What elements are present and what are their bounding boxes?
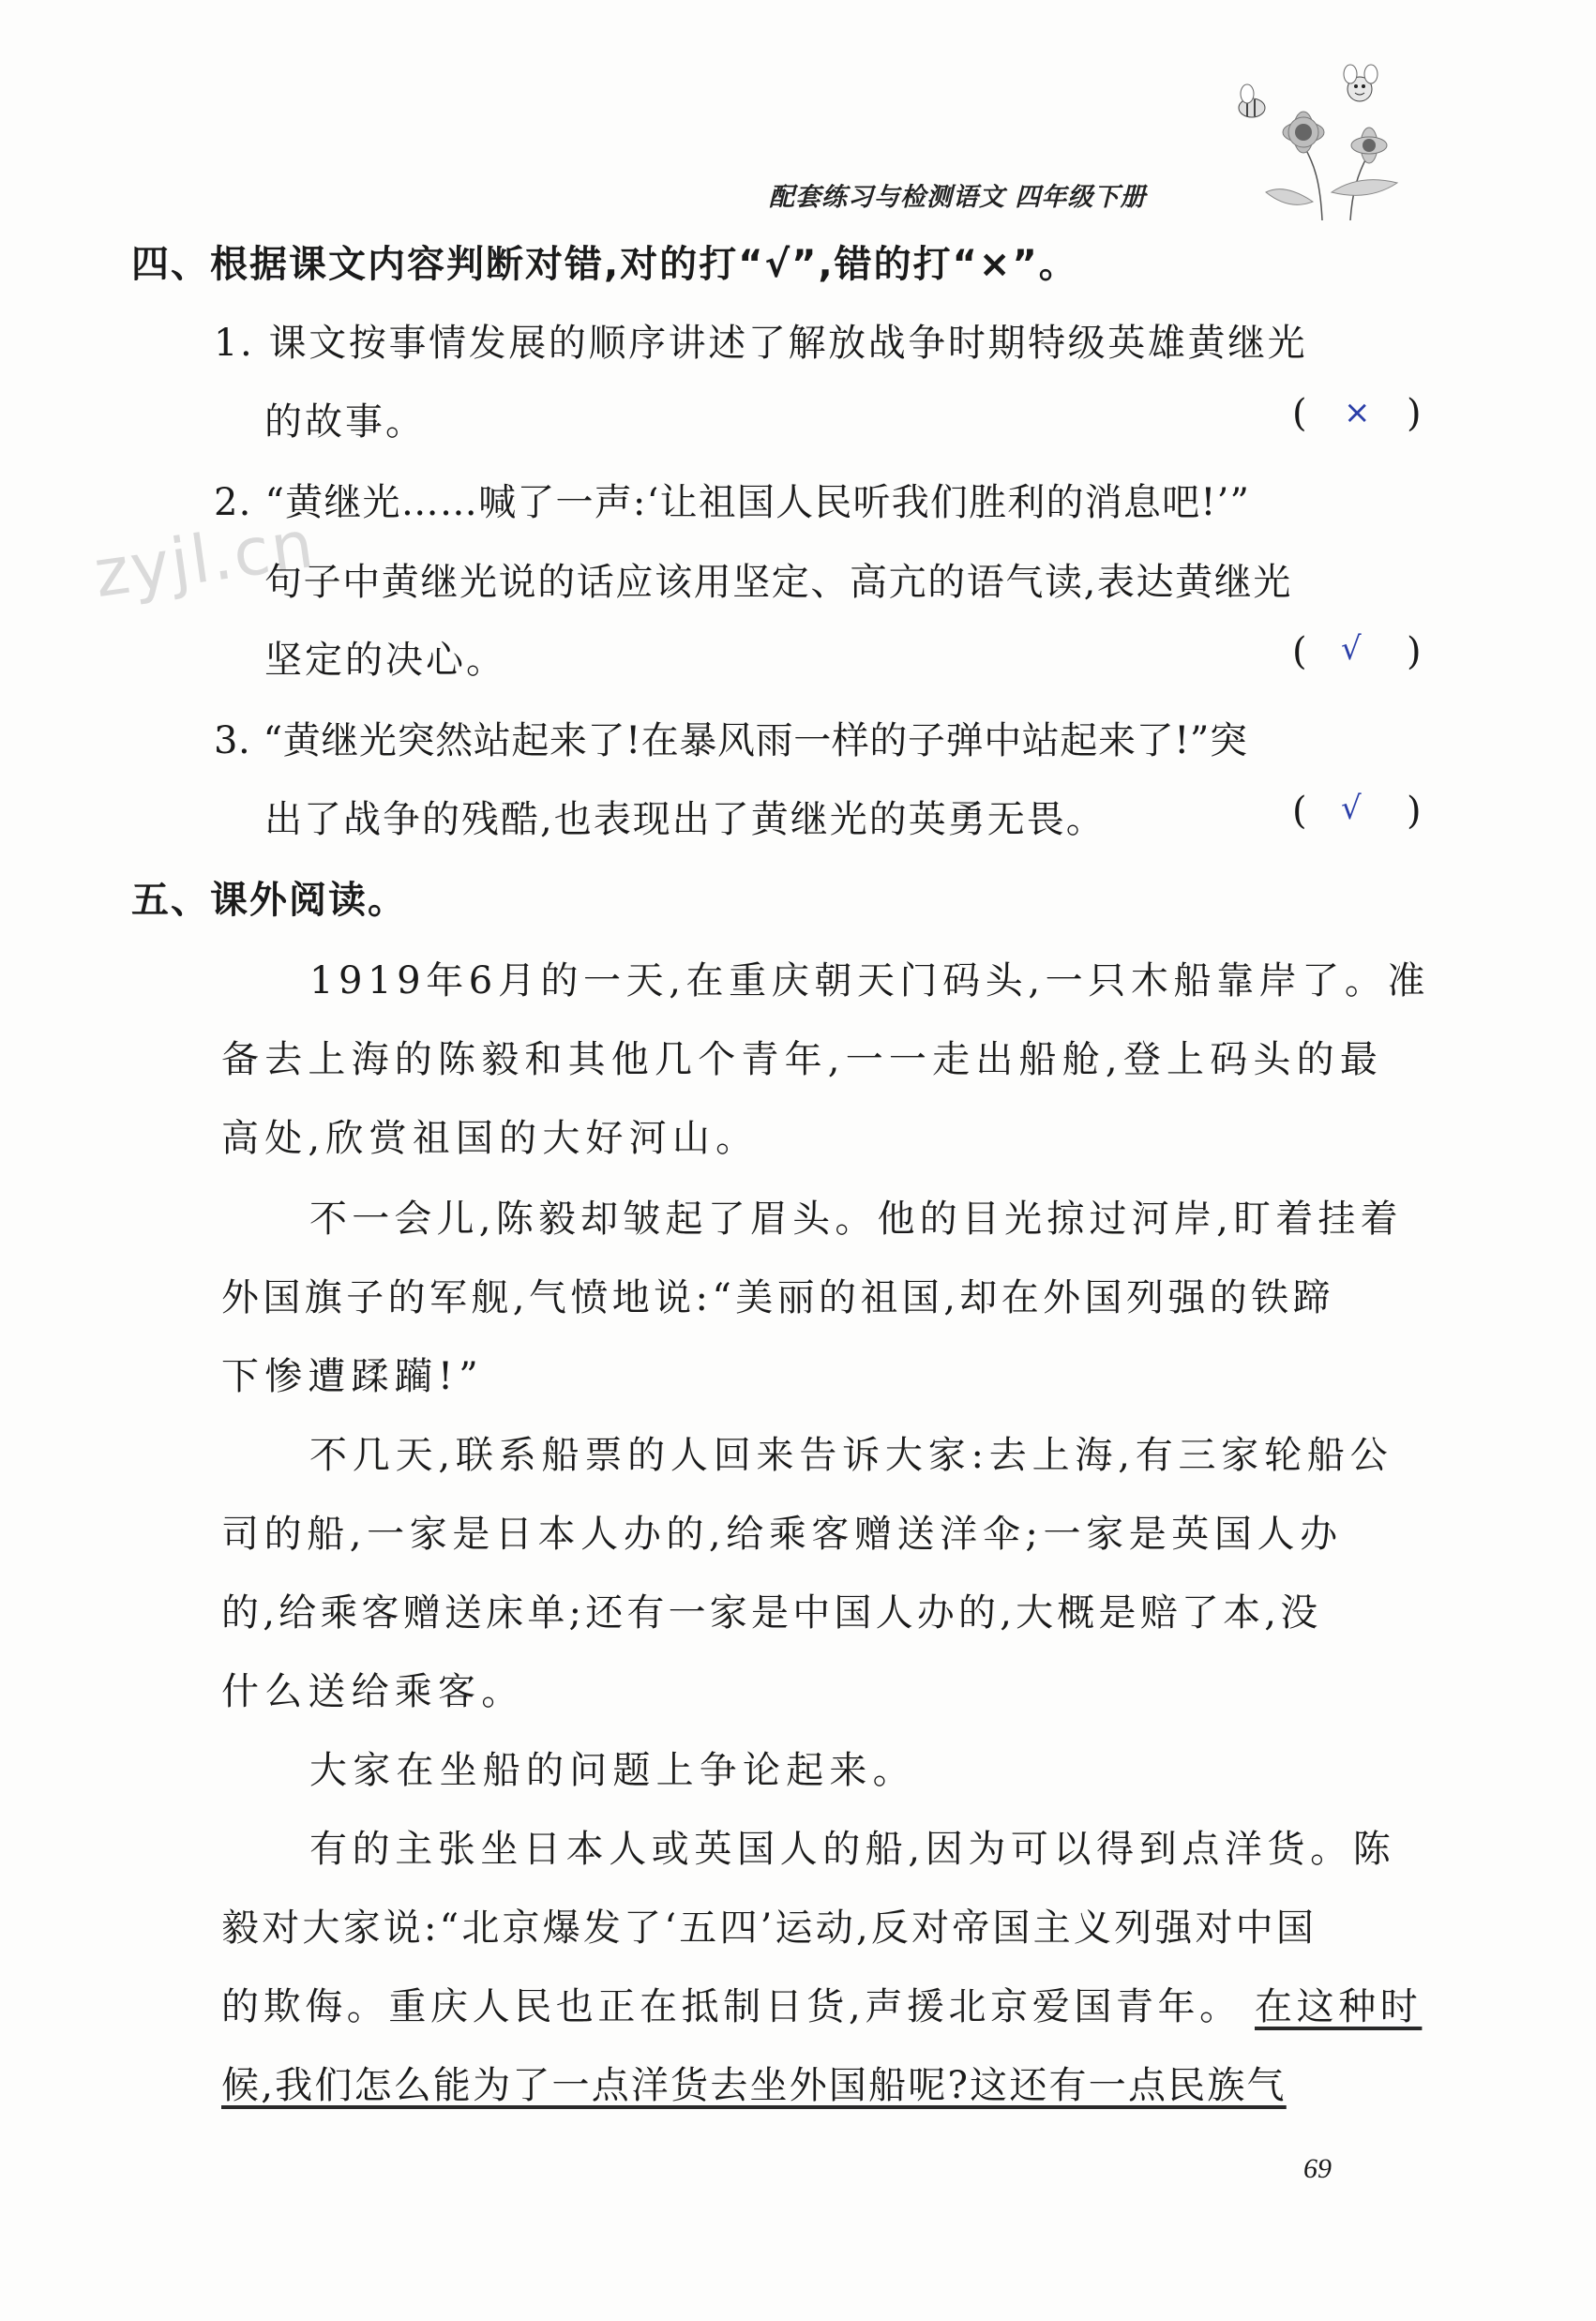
passage-line: 1919年6月的一天,在重庆朝天门码头,一只木船靠岸了。准 [309, 959, 1431, 1002]
watermark: zyjl.cn [89, 505, 320, 613]
page-number: 69 [1303, 2153, 1332, 2184]
question-1-line-2: 的故事。 [264, 400, 426, 444]
book-header: 配套练习与检测语文 四年级下册 [769, 183, 1147, 212]
question-2-line-2: 句子中黄继光说的话应该用坚定、高亢的语气读,表达黄继光 [264, 561, 1292, 604]
passage-line: 不一会儿,陈毅却皱起了眉头。他的目光掠过河岸,盯着挂着 [309, 1198, 1403, 1241]
answer-paren-open-3: ( [1292, 790, 1307, 833]
question-2-line-1: 2. “黄继光……喊了一声:‘让祖国人民听我们胜利的消息吧!’” [214, 481, 1251, 524]
flower-bee-decoration [1210, 52, 1425, 220]
passage-line: 什么送给乘客。 [221, 1670, 525, 1713]
passage-line: 的欺侮。重庆人民也正在抵制日货,声援北京爱国青年。 [221, 1985, 1242, 2028]
answer-paren-open-1: ( [1292, 392, 1307, 435]
passage-line: 有的主张坐日本人或英国人的船,因为可以得到点洋货。陈 [309, 1828, 1396, 1871]
passage-line: 毅对大家说:“北京爆发了‘五四’运动,反对帝国主义列强对中国 [221, 1907, 1317, 1950]
answer-mark-3: √ [1341, 790, 1362, 827]
underlined-passage-text: 候,我们怎么能为了一点洋货去坐外国船呢?这还有一点民族气 [221, 2064, 1287, 2107]
answer-mark-1: × [1344, 394, 1371, 431]
passage-line: 不几天,联系船票的人回来告诉大家:去上海,有三家轮船公 [309, 1434, 1393, 1477]
section-5-heading: 五、课外阅读。 [131, 879, 407, 922]
underlined-passage-text: 在这种时 [1255, 1985, 1423, 2028]
passage-line: 下惨遭蹂躏!” [221, 1355, 484, 1398]
passage-line: 大家在坐船的问题上争论起来。 [309, 1749, 916, 1792]
question-1-line-1: 1. 课文按事情发展的顺序讲述了解放战争时期特级英雄黄继光 [214, 322, 1308, 365]
question-3-line-1: 3. “黄继光突然站起来了!在暴风雨一样的子弹中站起来了!”突 [214, 719, 1248, 762]
section-4-heading: 四、根据课文内容判断对错,对的打“√”,错的打“×”。 [131, 243, 1078, 286]
answer-paren-close-3: ) [1407, 790, 1422, 833]
passage-line: 司的船,一家是日本人办的,给乘客赠送洋伞;一家是英国人办 [221, 1513, 1343, 1556]
answer-paren-close-2: ) [1407, 630, 1422, 673]
answer-paren-close-1: ) [1407, 392, 1422, 435]
answer-mark-2: √ [1341, 630, 1362, 668]
answer-paren-open-2: ( [1292, 630, 1307, 673]
passage-line: 外国旗子的军舰,气愤地说:“美丽的祖国,却在外国列强的铁蹄 [221, 1276, 1334, 1319]
question-2-line-3: 坚定的决心。 [264, 639, 506, 682]
passage-line: 备去上海的陈毅和其他几个青年,一一走出船舱,登上码头的最 [221, 1038, 1384, 1081]
passage-line: 高处,欣赏祖国的大好河山。 [221, 1117, 760, 1160]
passage-line: 的,给乘客赠送床单;还有一家是中国人办的,大概是赔了本,没 [221, 1591, 1322, 1635]
question-3-line-2: 出了战争的残酷,也表现出了黄继光的英勇无畏。 [264, 798, 1106, 841]
